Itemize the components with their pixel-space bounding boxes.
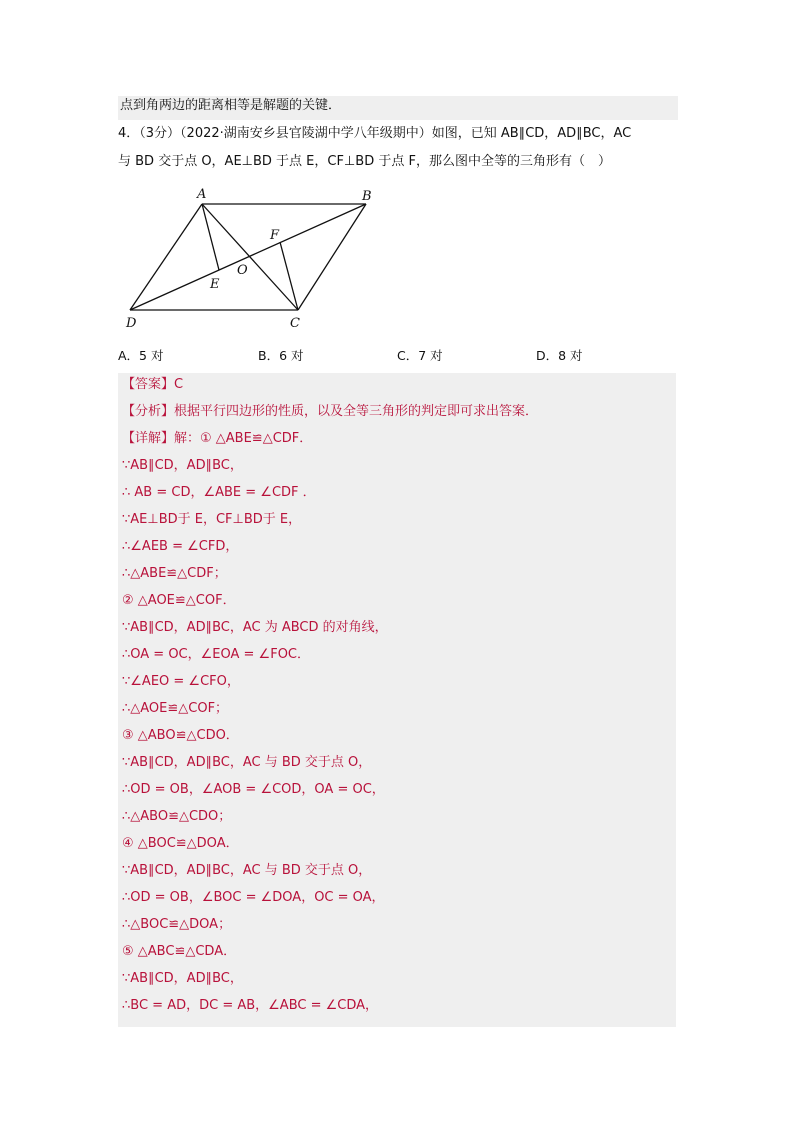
answer-line: 【答案】C: [122, 377, 184, 392]
solution-line: ∴△ABE≌△CDF；: [122, 566, 227, 581]
option-d: D．8 对: [536, 348, 583, 363]
solution-line: ∴BC = AD，DC = AB，∠ABC = ∠CDA，: [122, 998, 379, 1013]
question-line-2: 与 BD 交于点 O，AE⊥BD 于点 E，CF⊥BD 于点 F，那么图中全等的三角形有（ ）: [118, 154, 611, 169]
answer-explanation-box: [118, 373, 676, 1027]
solution-line: ∴OD = OB，∠BOC = ∠DOA，OC = OA，: [122, 890, 385, 905]
solution-line: ② △AOE≌△COF．: [122, 593, 236, 608]
label-b: B: [362, 189, 372, 204]
previous-explanation-tail: [118, 96, 678, 120]
label-a: A: [197, 187, 207, 202]
solution-line: ∴△AOE≌△COF；: [122, 701, 229, 716]
option-b: B．6 对: [258, 348, 304, 363]
parallelogram-figure: [118, 182, 388, 332]
solution-line: ∴ AB = CD，∠ABE = ∠CDF ．: [122, 485, 316, 500]
question-line-1: 4．（3分）（2022·湖南安乡县官陵湖中学八年级期中）如图，已知 AB∥CD，AD∥BC，AC: [118, 126, 632, 141]
solution-line: ∵AB∥CD，AD∥BC，: [122, 458, 243, 473]
label-o: O: [237, 263, 248, 278]
option-a: A．5 对: [118, 348, 164, 363]
solution-line: ⑤ △ABC≌△CDA．: [122, 944, 237, 959]
solution-line: ∵AB∥CD，AD∥BC，AC 为 ABCD 的对角线，: [122, 620, 388, 635]
solution-line: ∵AB∥CD，AD∥BC，: [122, 971, 243, 986]
parallelogram-diagram: [118, 182, 388, 332]
solution-line: ∴OA = OC，∠EOA = ∠FOC．: [122, 647, 310, 662]
solution-line: ∴OD = OB，∠AOB = ∠COD，OA = OC，: [122, 782, 385, 797]
previous-explanation-text: 点到角两边的距离相等是解题的关键．: [120, 98, 342, 113]
solution-line: ∵∠AEO = ∠CFO，: [122, 674, 240, 689]
solution-line: ③ △ABO≌△CDO．: [122, 728, 239, 743]
label-f: F: [270, 228, 280, 243]
analysis-line: 【分析】根据平行四边形的性质，以及全等三角形的判定即可求出答案．: [122, 404, 539, 419]
solution-line: ∴△ABO≌△CDO；: [122, 809, 232, 824]
solution-line: ∴∠AEB = ∠CFD，: [122, 539, 239, 554]
solution-line: ∴△BOC≌△DOA；: [122, 917, 232, 932]
solution-line: 【详解】解：① △ABE≌△CDF．: [122, 431, 313, 446]
label-d: D: [126, 316, 137, 331]
solution-line: ∵AB∥CD，AD∥BC，AC 与 BD 交于点 O，: [122, 863, 372, 878]
option-c: C．7 对: [397, 348, 443, 363]
label-e: E: [210, 277, 220, 292]
solution-line: ∵AE⊥BD于 E，CF⊥BD于 E，: [122, 512, 302, 527]
label-c: C: [290, 316, 300, 331]
solution-line: ∵AB∥CD，AD∥BC，AC 与 BD 交于点 O，: [122, 755, 372, 770]
solution-line: ④ △BOC≌△DOA．: [122, 836, 239, 851]
answer-options: [118, 346, 678, 368]
question-4: [118, 122, 678, 178]
